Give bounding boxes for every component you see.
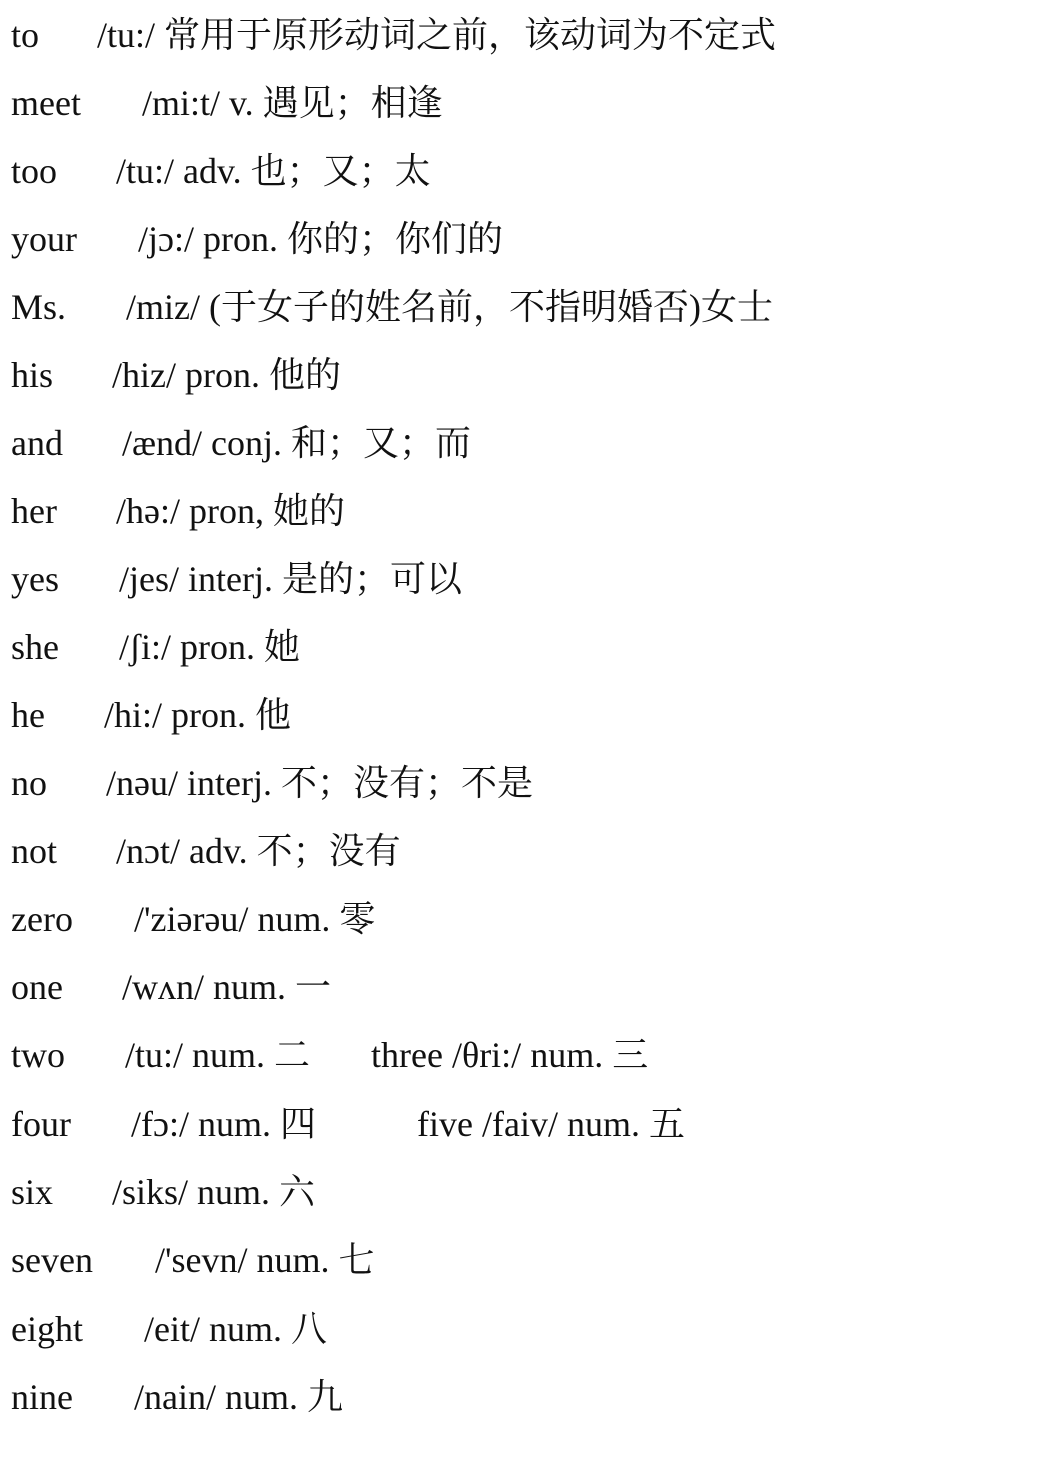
vocab-word: yes <box>11 559 59 599</box>
vocab-word: your <box>11 219 77 259</box>
vocab-entry-extra: three /θri:/ num. 三 <box>371 1035 649 1075</box>
vocab-word: her <box>11 491 57 531</box>
vocab-entry-extra: five /faiv/ num. 五 <box>417 1104 685 1144</box>
vocab-word: no <box>11 763 47 803</box>
vocab-entry: /'ziərəu/ num. 零 <box>134 899 376 939</box>
vocab-entry: /jɔ:/ pron. 你的；你们的 <box>138 219 503 259</box>
vocab-word: too <box>11 151 58 191</box>
vocab-word: and <box>11 423 63 463</box>
vocab-entry: /nəu/ interj. 不；没有；不是 <box>106 763 533 803</box>
vocab-word: she <box>11 627 59 667</box>
vocab-entry: /mi:t/ v. 遇见；相逢 <box>142 83 443 123</box>
vocab-entry: /jes/ interj. 是的；可以 <box>119 559 462 599</box>
vocab-entry: /hi:/ pron. 他 <box>104 695 291 735</box>
vocab-entry: /nain/ num. 九 <box>134 1377 343 1417</box>
vocab-word: four <box>11 1104 71 1144</box>
vocab-word: seven <box>11 1240 93 1280</box>
vocab-entry: /tu:/ adv. 也；又；太 <box>116 151 431 191</box>
vocab-entry: /hə:/ pron, 她的 <box>116 491 345 531</box>
vocab-word: he <box>11 695 45 735</box>
vocab-entry: /ænd/ conj. 和；又；而 <box>122 423 471 463</box>
vocab-entry: /fɔ:/ num. 四 <box>131 1104 316 1144</box>
vocab-word: his <box>11 355 54 395</box>
vocab-row-two <box>11 1030 1011 1080</box>
vocab-word: eight <box>11 1309 83 1349</box>
vocab-entry: /ʃi:/ pron. 她 <box>119 627 300 667</box>
vocab-word: two <box>11 1035 65 1075</box>
vocab-word: nine <box>11 1377 73 1417</box>
vocab-word: six <box>11 1172 54 1212</box>
vocab-entry: /tu:/ 常用于原形动词之前，该动词为不定式 <box>97 15 777 55</box>
vocab-word: meet <box>11 83 81 123</box>
vocab-entry: /tu:/ num. 二 <box>125 1035 311 1075</box>
vocab-entry: /siks/ num. 六 <box>112 1172 316 1212</box>
vocab-word: zero <box>11 899 73 939</box>
vocab-entry: /eit/ num. 八 <box>144 1309 327 1349</box>
vocab-word: one <box>11 967 63 1007</box>
vocab-word: not <box>11 831 58 871</box>
vocab-entry: /nɔt/ adv. 不；没有 <box>116 831 401 871</box>
vocab-entry: /miz/ (于女子的姓名前，不指明婚否)女士 <box>126 287 773 327</box>
vocab-entry: /wʌn/ num. 一 <box>122 967 332 1007</box>
vocab-word: to <box>11 15 40 55</box>
vocab-entry: /'sevn/ num. 七 <box>155 1240 375 1280</box>
vocab-word: Ms. <box>11 287 67 327</box>
vocab-entry: /hiz/ pron. 他的 <box>112 355 341 395</box>
vocab-row-four <box>11 1099 1011 1149</box>
